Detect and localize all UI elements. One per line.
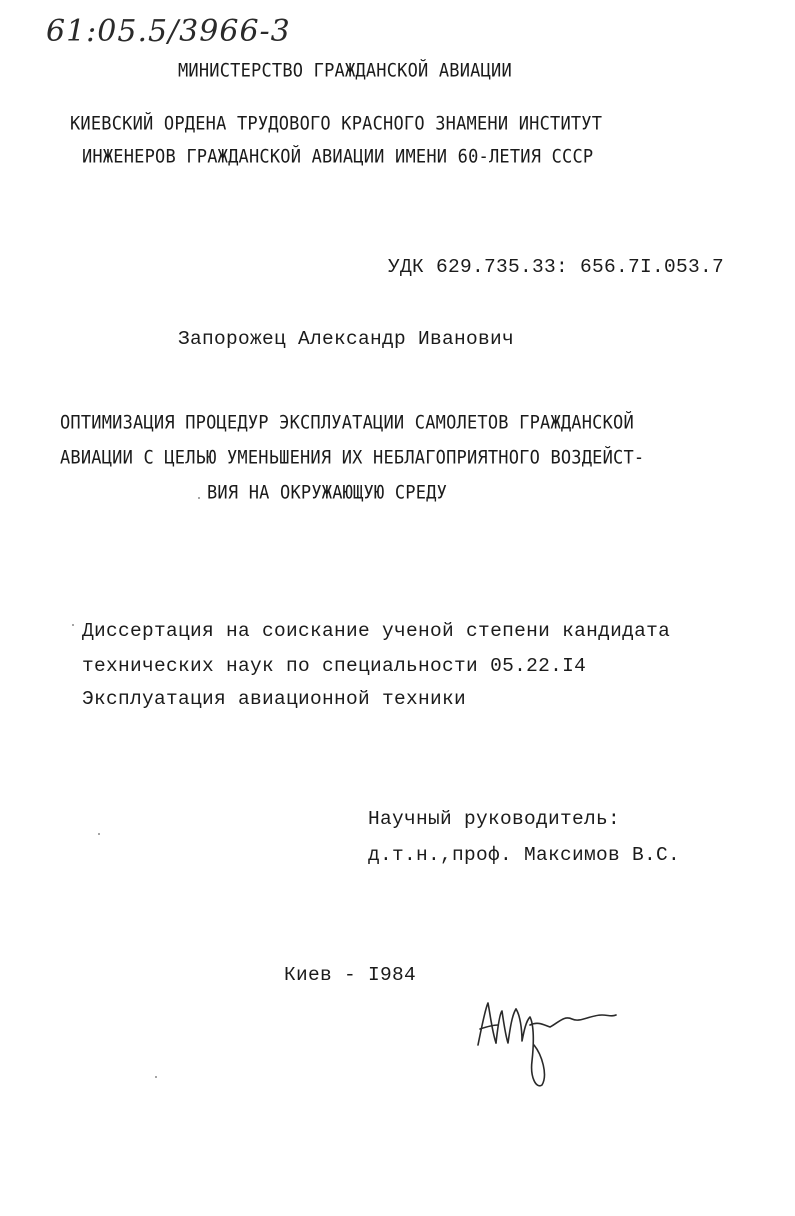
handwritten-reference: 61:05.5/3966-3 <box>46 14 291 49</box>
ink-speck <box>72 624 74 626</box>
dissertation-line2: технических наук по специальности 05.22.I4 <box>82 655 587 677</box>
thesis-title-line3: ВИЯ НА ОКРУЖАЮЩУЮ СРЕДУ <box>207 481 448 505</box>
supervisor-label: Научный руководитель: <box>368 808 621 830</box>
ink-speck <box>198 497 200 499</box>
institute-name-line1: КИЕВСКИЙ ОРДЕНА ТРУДОВОГО КРАСНОГО ЗНАМЕНИ ИНСТИТУТ <box>70 112 603 136</box>
place-year: Киев - I984 <box>284 964 417 986</box>
dissertation-line1: Диссертация на соискание ученой степени кандидата <box>82 620 671 642</box>
author-name: Запорожец Александр Иванович <box>178 328 515 350</box>
dissertation-line3: Эксплуатация авиационной техники <box>82 688 467 710</box>
ink-speck <box>98 833 100 835</box>
supervisor-name: д.т.н.,проф. Максимов В.С. <box>368 844 681 866</box>
thesis-title-line1: ОПТИМИЗАЦИЯ ПРОЦЕДУР ЭКСПЛУАТАЦИИ САМОЛЕТОВ ГРАЖДАНСКОЙ <box>60 411 634 435</box>
udc-code: УДК 629.735.33: 656.7I.053.7 <box>388 256 725 278</box>
handwritten-signature <box>472 985 622 1095</box>
ministry-name: МИНИСТЕРСТВО ГРАЖДАНСКОЙ АВИАЦИИ <box>178 59 512 83</box>
institute-name-line2: ИНЖЕНЕРОВ ГРАЖДАНСКОЙ АВИАЦИИ ИМЕНИ 60-ЛЕТИЯ СССР <box>82 145 594 169</box>
ink-speck <box>155 1076 157 1078</box>
thesis-title-line2: АВИАЦИИ С ЦЕЛЬЮ УМЕНЬШЕНИЯ ИХ НЕБЛАГОПРИЯТНОГО ВОЗДЕЙСТ- <box>60 446 645 470</box>
